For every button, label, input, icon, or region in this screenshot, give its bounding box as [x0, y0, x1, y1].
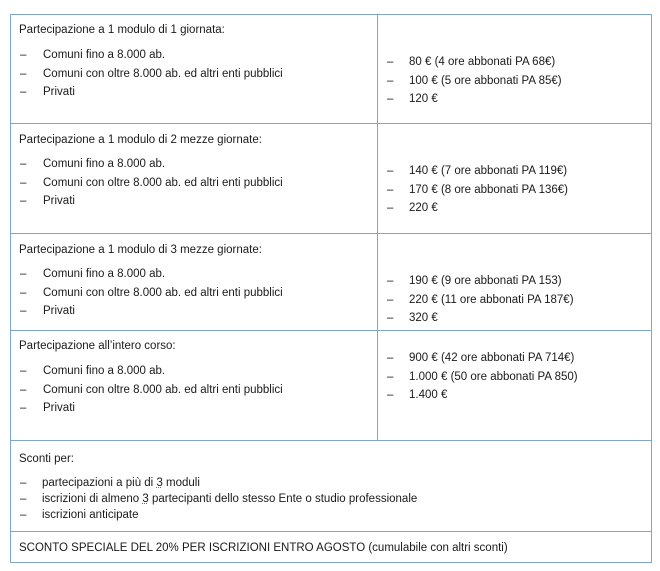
section-title: Partecipazione a 1 modulo di 2 mezze giornate:: [19, 134, 262, 146]
discount-label: partecipazioni a più di 3 moduli: [42, 477, 200, 489]
section-title: Partecipazione a 1 modulo di 3 mezze giornate:: [19, 244, 262, 256]
price-cell: [378, 331, 652, 441]
dash-bullet: –: [387, 352, 394, 364]
price-label: 190 € (9 ore abbonati PA 153): [409, 275, 562, 287]
section-cell: [11, 234, 378, 331]
category-label: Privati: [43, 195, 75, 207]
price-label: 320 €: [409, 312, 438, 324]
special-discount-row: [11, 532, 652, 563]
discounts-title: Sconti per:: [19, 453, 74, 465]
list-item: [386, 90, 643, 109]
dash-bullet: –: [387, 202, 394, 214]
list-item: [386, 349, 643, 368]
pricing-row-3-mezze-giornate: [11, 234, 652, 331]
list-item: [386, 199, 643, 218]
price-cell: [378, 124, 652, 234]
dash-bullet: –: [387, 74, 394, 87]
list-item: [19, 155, 369, 174]
dash-bullet: –: [387, 312, 394, 324]
list-item: [19, 265, 369, 284]
list-item: [19, 65, 369, 84]
dash-bullet: –: [20, 365, 27, 377]
category-list: [19, 362, 369, 418]
list-item: [19, 475, 643, 491]
list-item: [19, 174, 369, 193]
dash-bullet: –: [387, 389, 394, 401]
category-list: [19, 46, 369, 102]
list-item: [19, 507, 643, 523]
category-label: Comuni fino a 8.000 ab.: [43, 268, 166, 280]
list-item: [19, 381, 369, 400]
special-discount-cell: [11, 532, 652, 563]
discount-label: iscrizioni anticipate: [42, 509, 139, 521]
section-cell: [11, 124, 378, 234]
dash-bullet: –: [387, 293, 394, 306]
price-label: 170 € (8 ore abbonati PA 136€): [409, 183, 568, 196]
list-item: [19, 83, 369, 102]
list-item: [19, 491, 643, 507]
price-list: [386, 53, 643, 109]
price-list: [386, 162, 643, 218]
category-label: Privati: [43, 86, 75, 98]
list-item: [19, 284, 369, 303]
discounts-cell: [11, 441, 652, 532]
section-title: Partecipazione a 1 modulo di 1 giornata:: [19, 24, 225, 36]
discounts-row: [11, 441, 652, 532]
discount-label: iscrizioni di almeno 3 partecipanti dello stesso Ente o studio professionale: [42, 493, 418, 505]
category-label: Comuni con oltre 8.000 ab. ed altri enti pubblici: [43, 383, 283, 396]
list-item: [386, 368, 643, 387]
list-item: [386, 181, 643, 200]
category-label: Comuni con oltre 8.000 ab. ed altri enti pubblici: [43, 286, 283, 299]
price-list: [386, 349, 643, 405]
category-list: [19, 155, 369, 211]
list-item: [386, 53, 643, 72]
dash-bullet: –: [387, 165, 394, 177]
dash-bullet: –: [20, 176, 27, 189]
list-item: [386, 309, 643, 328]
pricing-row-intero-corso: [11, 331, 652, 441]
dash-bullet: –: [387, 56, 394, 68]
price-label: 220 € (11 ore abbonati PA 187€): [409, 293, 574, 306]
dash-bullet: –: [20, 286, 27, 299]
list-item: [19, 362, 369, 381]
list-item: [386, 162, 643, 181]
list-item: [19, 399, 369, 418]
dash-bullet: –: [20, 86, 27, 98]
price-cell: [378, 234, 652, 331]
list-item: [386, 272, 643, 291]
list-item: [386, 386, 643, 405]
pricing-row-1-giornata: [11, 15, 652, 124]
dash-bullet: –: [20, 383, 27, 396]
category-label: Privati: [43, 305, 75, 317]
price-label: 1.400 €: [409, 389, 448, 401]
dash-bullet: –: [20, 158, 27, 170]
dash-bullet: –: [20, 477, 27, 489]
price-cell: [378, 15, 652, 124]
dash-bullet: –: [387, 183, 394, 196]
dash-bullet: –: [20, 493, 27, 505]
section-title: Partecipazione all’intero corso:: [19, 340, 176, 352]
category-label: Comuni fino a 8.000 ab.: [43, 365, 166, 377]
list-item: [386, 291, 643, 310]
dash-bullet: –: [20, 509, 27, 521]
dash-bullet: –: [20, 67, 27, 80]
list-item: [19, 192, 369, 211]
price-label: 900 € (42 ore abbonati PA 714€): [409, 352, 575, 364]
pricing-row-2-mezze-giornate: [11, 124, 652, 234]
price-label: 120 €: [409, 93, 438, 105]
price-list: [386, 272, 643, 328]
dash-bullet: –: [20, 49, 27, 61]
price-label: 100 € (5 ore abbonati PA 85€): [409, 74, 562, 87]
price-label: 220 €: [409, 202, 438, 214]
dash-bullet: –: [387, 370, 394, 383]
section-cell: [11, 15, 378, 124]
category-label: Comuni fino a 8.000 ab.: [43, 158, 166, 170]
category-label: Comuni con oltre 8.000 ab. ed altri enti pubblici: [43, 176, 283, 189]
discounts-list: [19, 475, 643, 523]
category-label: Comuni con oltre 8.000 ab. ed altri enti pubblici: [43, 67, 283, 80]
dash-bullet: –: [387, 275, 394, 287]
list-item: [19, 46, 369, 65]
category-label: Privati: [43, 402, 75, 414]
price-label: 80 € (4 ore abbonati PA 68€): [409, 56, 556, 68]
category-list: [19, 265, 369, 321]
dash-bullet: –: [20, 268, 27, 280]
price-label: 1.000 € (50 ore abbonati PA 850): [409, 370, 578, 383]
pricing-table: [10, 14, 652, 563]
dash-bullet: –: [20, 402, 27, 414]
dash-bullet: –: [20, 195, 27, 207]
section-cell: [11, 331, 378, 441]
list-item: [386, 72, 643, 91]
price-label: 140 € (7 ore abbonati PA 119€): [409, 165, 568, 177]
dash-bullet: –: [20, 305, 27, 317]
category-label: Comuni fino a 8.000 ab.: [43, 49, 166, 61]
special-discount-text: SCONTO SPECIALE DEL 20% PER ISCRIZIONI ENTRO AGOSTO (cumulabile con altri sconti): [19, 542, 508, 554]
pricing-document: [10, 14, 651, 558]
dash-bullet: –: [387, 93, 394, 105]
list-item: [19, 302, 369, 321]
